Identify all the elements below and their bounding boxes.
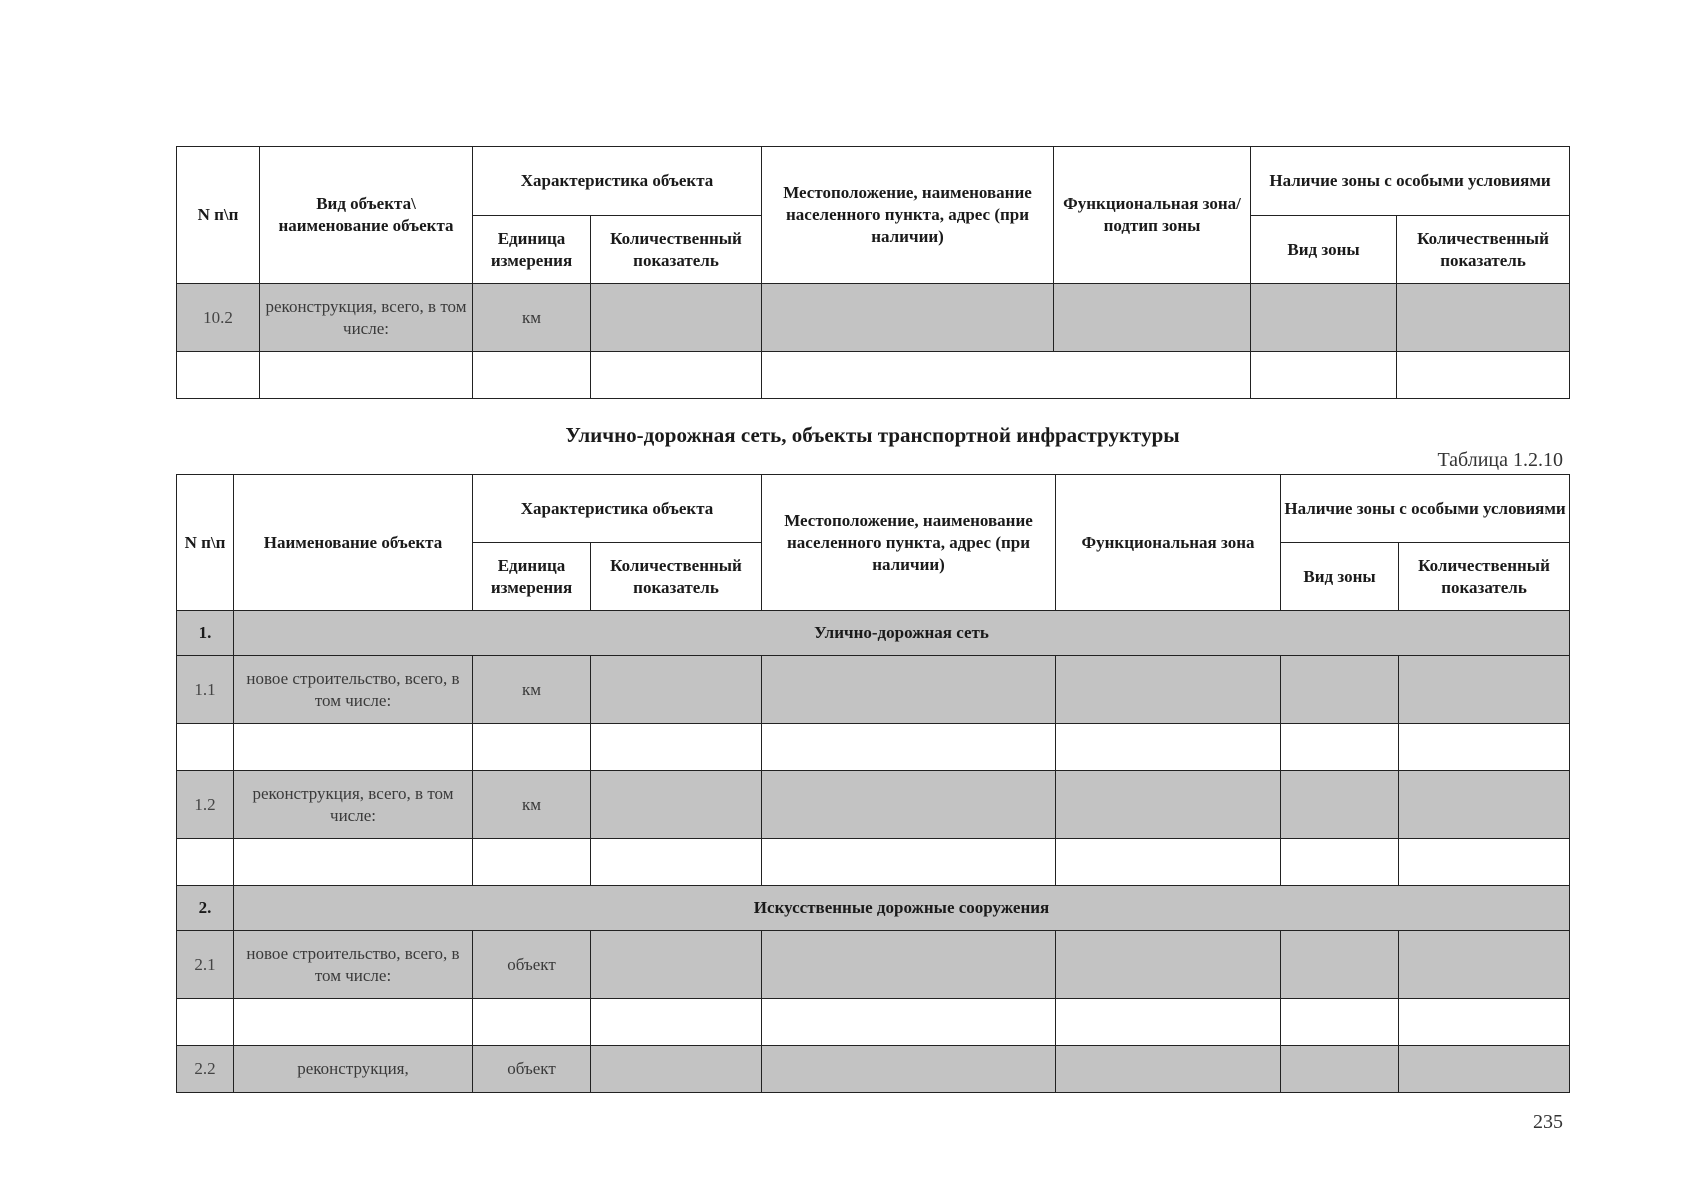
section-title: Улично-дорожная сеть, объекты транспортной инфраструктуры bbox=[565, 423, 1180, 447]
table-row bbox=[177, 724, 1570, 771]
header-location: Местоположение, наименование населенного пункта, адрес (при наличии) bbox=[762, 475, 1056, 611]
row-unit: км bbox=[473, 284, 591, 352]
header-num: N п\п bbox=[177, 475, 234, 611]
header-quantity: Количественный показатель bbox=[591, 543, 762, 611]
header-characteristic: Характеристика объекта bbox=[473, 475, 762, 543]
section-num: 2. bbox=[177, 886, 234, 931]
row-unit: объект bbox=[473, 1046, 591, 1093]
header-special-zone: Наличие зоны с особыми условиями bbox=[1281, 475, 1570, 543]
header-functional-zone: Функциональная зона bbox=[1056, 475, 1281, 611]
header-num: N п\п bbox=[177, 147, 260, 284]
table-row bbox=[177, 1046, 1570, 1093]
row-num: 2.2 bbox=[177, 1046, 234, 1093]
header-unit: Единица измерения bbox=[473, 543, 591, 611]
table-row bbox=[177, 284, 1570, 352]
table-row bbox=[177, 656, 1570, 724]
row-name: новое строительство, всего, в том числе: bbox=[234, 656, 473, 724]
header-location: Местоположение, наименование населенного пункта, адрес (при наличии) bbox=[762, 147, 1054, 284]
section-num: 1. bbox=[177, 611, 234, 656]
header-special-zone: Наличие зоны с особыми условиями bbox=[1251, 147, 1570, 216]
section-row bbox=[177, 611, 1570, 656]
row-name: новое строительство, всего, в том числе: bbox=[234, 931, 473, 999]
header-unit: Единица измерения bbox=[473, 216, 591, 284]
header-object-name: Наименование объекта bbox=[234, 475, 473, 611]
row-name: реконструкция, всего, в том числе: bbox=[234, 771, 473, 839]
header-zone-type: Вид зоны bbox=[1281, 543, 1399, 611]
row-name: реконструкция, bbox=[234, 1046, 473, 1093]
row-unit: км bbox=[473, 771, 591, 839]
header-functional-zone: Функциональная зона/ подтип зоны bbox=[1054, 147, 1251, 284]
row-unit: км bbox=[473, 656, 591, 724]
header-zone-type: Вид зоны bbox=[1251, 216, 1397, 284]
table-row bbox=[177, 931, 1570, 999]
table-road-network bbox=[176, 474, 1570, 1093]
table-row bbox=[177, 771, 1570, 839]
table-previous bbox=[176, 146, 1570, 399]
header-object-type: Вид объекта\ наименование объекта bbox=[260, 147, 473, 284]
header-characteristic: Характеристика объекта bbox=[473, 147, 762, 216]
header-zone-quantity: Количественный показатель bbox=[1399, 543, 1570, 611]
row-num: 10.2 bbox=[177, 284, 260, 352]
row-num: 2.1 bbox=[177, 931, 234, 999]
page-number: 235 bbox=[1533, 1111, 1563, 1133]
table-row bbox=[177, 352, 1570, 399]
section-row bbox=[177, 886, 1570, 931]
section-title: Улично-дорожная сеть bbox=[234, 611, 1570, 656]
row-name: реконструкция, всего, в том числе: bbox=[260, 284, 473, 352]
header-quantity: Количественный показатель bbox=[591, 216, 762, 284]
table-row bbox=[177, 999, 1570, 1046]
header-zone-quantity: Количественный показатель bbox=[1397, 216, 1570, 284]
row-num: 1.1 bbox=[177, 656, 234, 724]
row-unit: объект bbox=[473, 931, 591, 999]
section-title: Искусственные дорожные сооружения bbox=[234, 886, 1570, 931]
table-row bbox=[177, 839, 1570, 886]
row-num: 1.2 bbox=[177, 771, 234, 839]
table-number: Таблица 1.2.10 bbox=[1437, 449, 1563, 471]
